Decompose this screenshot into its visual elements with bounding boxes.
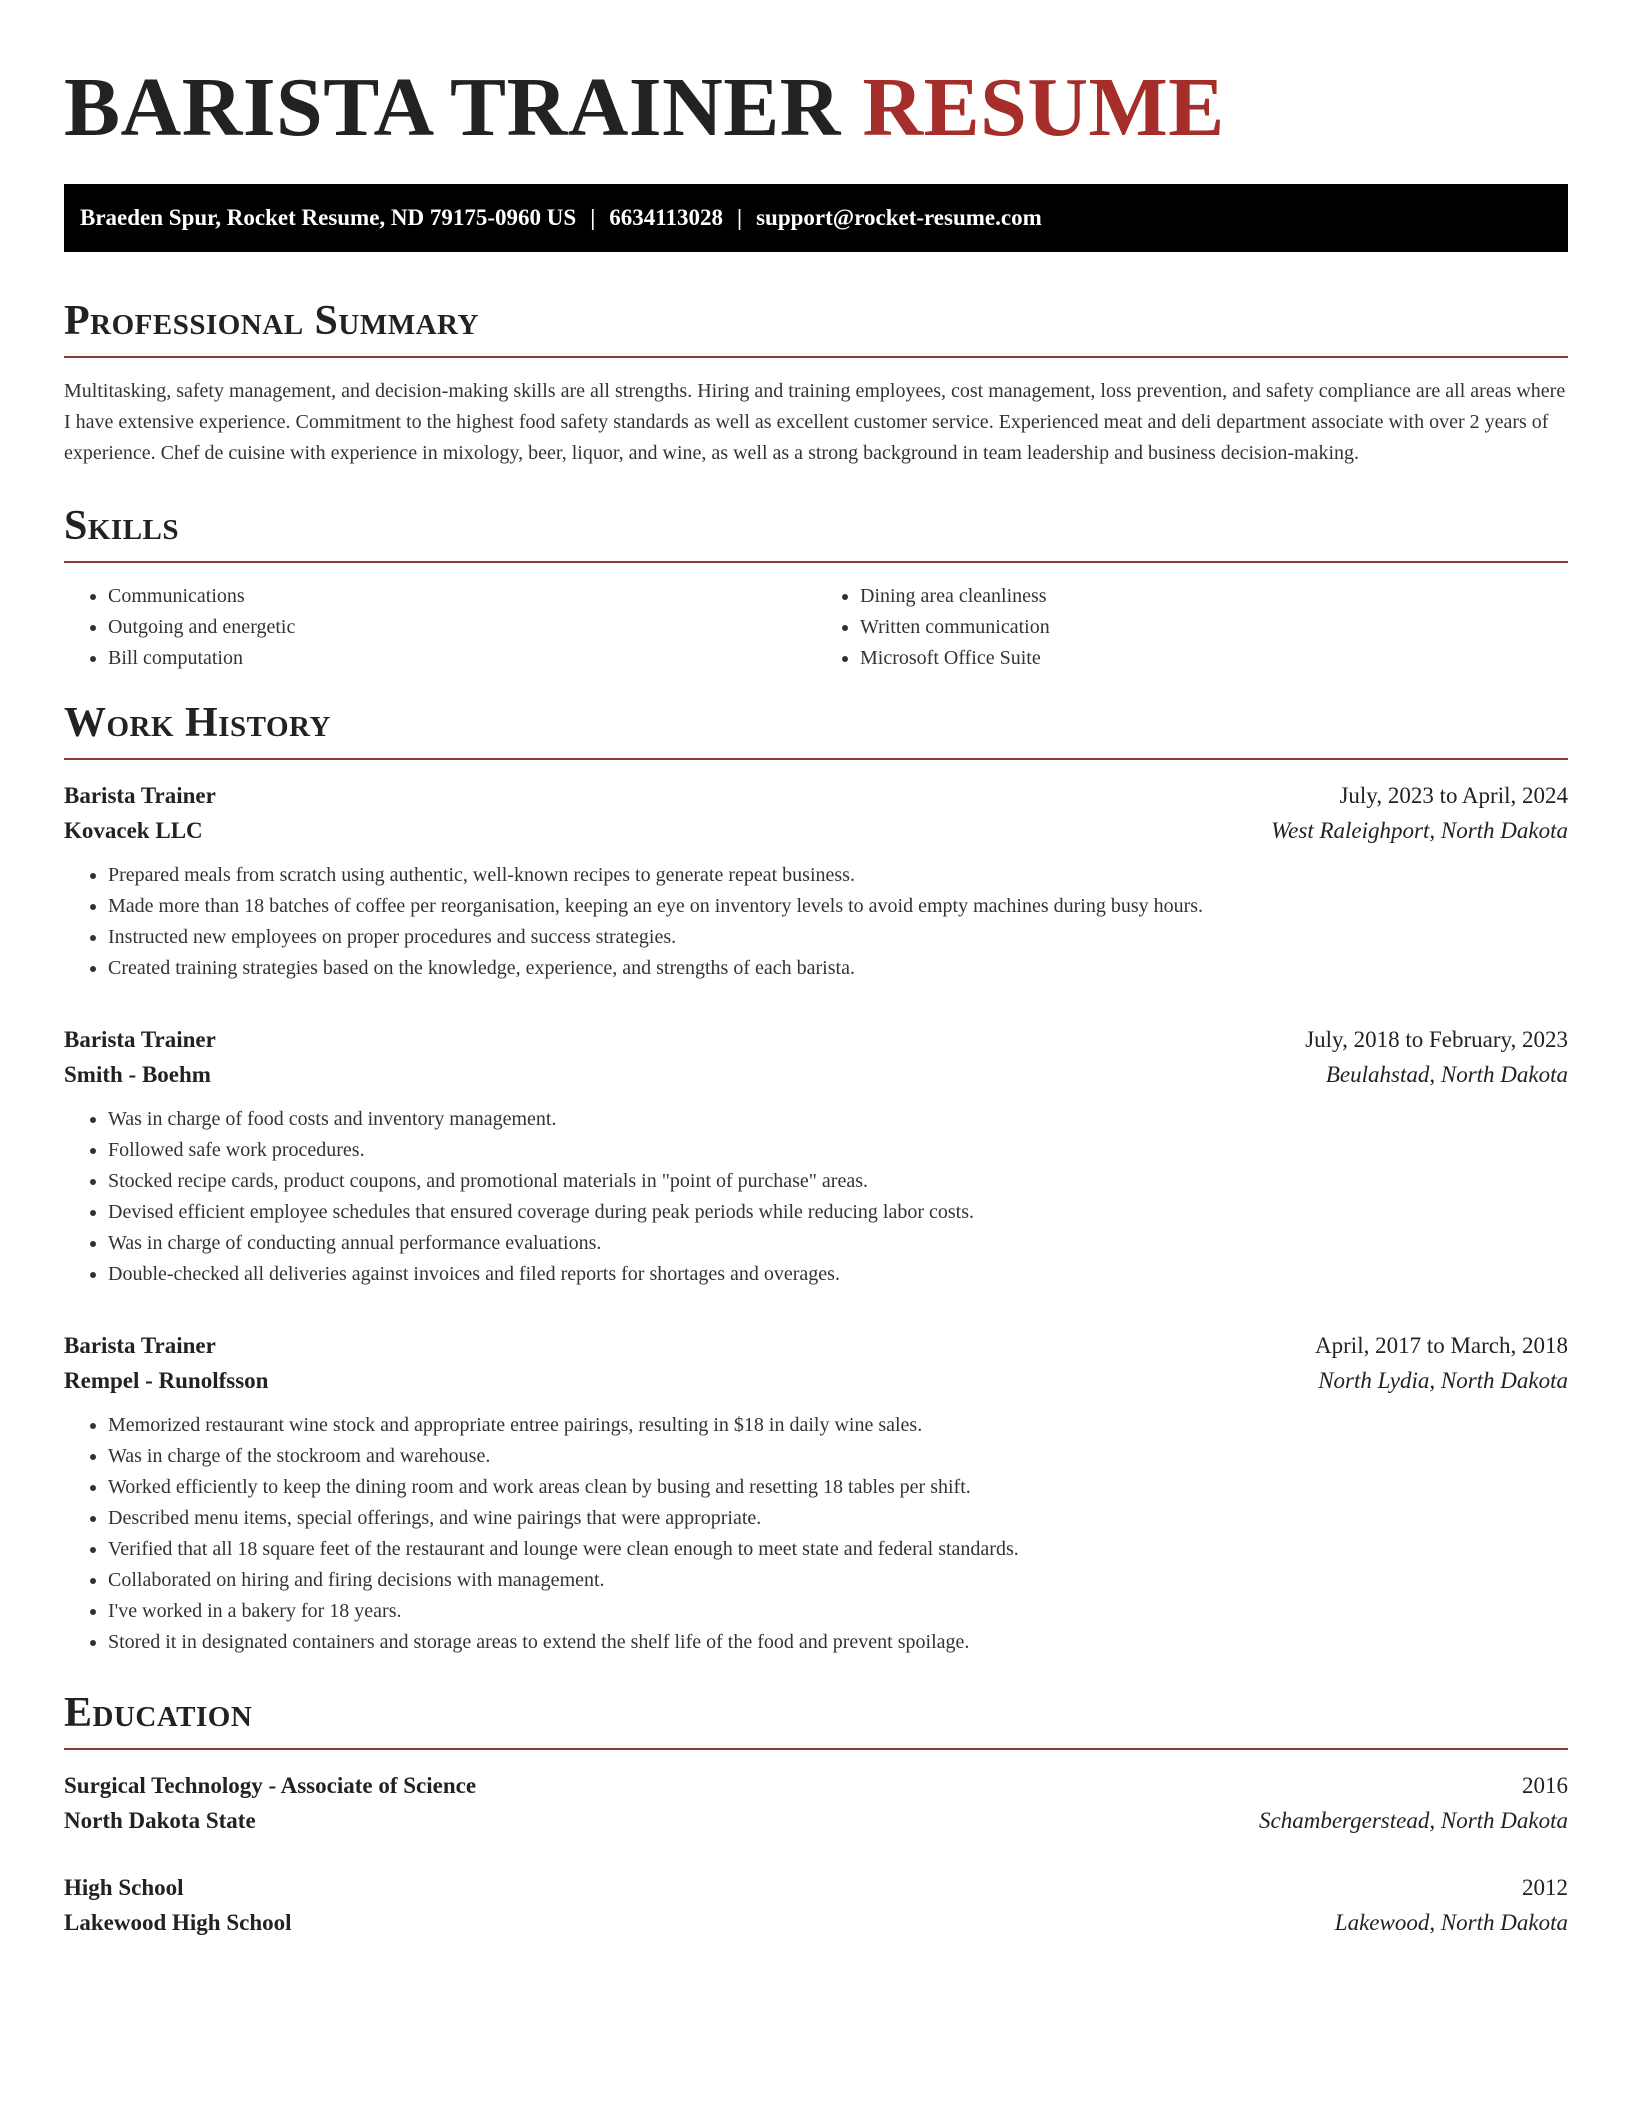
job-title-row: [64, 778, 1568, 813]
resume-title: [64, 61, 1568, 154]
job-title: Barista Trainer: [64, 1027, 216, 1052]
job-bullets: [64, 860, 1568, 984]
education-degree: High School: [64, 1875, 184, 1900]
job-dates: July, 2018 to February, 2023: [1305, 1027, 1568, 1052]
skill-item: • Written communication: [860, 612, 1568, 643]
education-year: 2012: [1522, 1875, 1568, 1900]
education-degree-row: [64, 1768, 1568, 1803]
education-year: 2016: [1522, 1773, 1568, 1798]
section-divider: [64, 758, 1568, 760]
job-company-row: [64, 1363, 1568, 1398]
skill-item: • Microsoft Office Suite: [860, 643, 1568, 674]
job-bullet: • Was in charge of the stockroom and warehouse.: [108, 1441, 1568, 1472]
education-school-row: [64, 1803, 1568, 1838]
job-company: Kovacek LLC: [64, 818, 203, 843]
job-bullet: • I've worked in a bakery for 18 years.: [108, 1596, 1568, 1627]
education-location: Schambergerstead, North Dakota: [1259, 1808, 1568, 1833]
education-degree-row: [64, 1870, 1568, 1905]
job-title: Barista Trainer: [64, 1333, 216, 1358]
job-bullet: • Double-checked all deliveries against invoices and filed reports for shortages and overages.: [108, 1259, 1568, 1290]
job-location: West Raleighport, North Dakota: [1271, 818, 1568, 843]
section-divider: [64, 561, 1568, 563]
job-bullet: • Devised efficient employee schedules that ensured coverage during peak periods while reducing labor costs.: [108, 1197, 1568, 1228]
skill-item: • Communications: [108, 581, 816, 612]
section-heading: Skills: [64, 503, 180, 549]
education-entry: [64, 1768, 1568, 1838]
job-bullet: • Memorized restaurant wine stock and appropriate entree pairings, resulting in $18 in daily wine sales.: [108, 1410, 1568, 1441]
education-school: Lakewood High School: [64, 1910, 292, 1935]
job-bullet: • Prepared meals from scratch using authentic, well-known recipes to generate repeat business.: [108, 860, 1568, 891]
job-entry: [64, 1328, 1568, 1658]
job-bullet: • Described menu items, special offerings, and wine pairings that were appropriate.: [108, 1503, 1568, 1534]
job-bullet: • Followed safe work procedures.: [108, 1135, 1568, 1166]
section-heading: Education: [64, 1690, 253, 1736]
job-location: Beulahstad, North Dakota: [1325, 1062, 1568, 1087]
contact-separator: |: [590, 205, 596, 230]
education-degree: Surgical Technology - Associate of Science: [64, 1773, 477, 1798]
section-heading: Work History: [64, 700, 331, 746]
contact-email: support@rocket-resume.com: [756, 205, 1042, 230]
education-entry: [64, 1870, 1568, 1940]
job-bullet: • Stocked recipe cards, product coupons, and promotional materials in "point of purchase" areas.: [108, 1166, 1568, 1197]
skill-item: • Bill computation: [108, 643, 816, 674]
section-divider: [64, 1748, 1568, 1750]
contact-separator: |: [737, 205, 743, 230]
job-bullet: • Was in charge of food costs and inventory management.: [108, 1104, 1568, 1135]
job-bullet: • Collaborated on hiring and firing decisions with management.: [108, 1565, 1568, 1596]
job-bullet: • Stored it in designated containers and storage areas to extend the shelf life of the food and prevent spoilage.: [108, 1627, 1568, 1658]
skills-list-left: [64, 581, 816, 674]
job-bullet: • Instructed new employees on proper procedures and success strategies.: [108, 922, 1568, 953]
title-accent: RESUME: [862, 61, 1225, 154]
job-dates: April, 2017 to March, 2018: [1315, 1333, 1568, 1358]
education-school-row: [64, 1905, 1568, 1940]
job-title: Barista Trainer: [64, 783, 216, 808]
job-bullet: • Was in charge of conducting annual performance evaluations.: [108, 1228, 1568, 1259]
skill-item: • Outgoing and energetic: [108, 612, 816, 643]
contact-address: Braeden Spur, Rocket Resume, ND 79175-0960 US: [80, 205, 577, 230]
title-main: BARISTA TRAINER: [64, 61, 841, 154]
job-company: Smith - Boehm: [64, 1062, 211, 1087]
skills-list-right: [816, 581, 1568, 674]
job-title-row: [64, 1022, 1568, 1057]
section-divider: [64, 356, 1568, 358]
job-bullet: • Verified that all 18 square feet of the restaurant and lounge were clean enough to meet state and federal standards.: [108, 1534, 1568, 1565]
job-location: North Lydia, North Dakota: [1318, 1368, 1568, 1393]
job-company-row: [64, 813, 1568, 848]
job-title-row: [64, 1328, 1568, 1363]
skills-section: [64, 505, 1568, 674]
job-company-row: [64, 1057, 1568, 1092]
education-school: North Dakota State: [64, 1808, 256, 1833]
summary-text: Multitasking, safety management, and decision-making skills are all strengths. Hiring and training employees, cost management, loss prevention, and safety compliance are all areas where I have extensive experience. Commitment to the highest food safety standards as well as excellent customer service. Experienced meat and deli department associate with over 2 years of experience. Chef de cuisine with experience in mixology, beer, liquor, and wine, as well as a strong background in team leadership and business decision-making.: [64, 380, 1566, 464]
skills-grid: [64, 581, 1568, 674]
job-bullet: • Created training strategies based on the knowledge, experience, and strengths of each barista.: [108, 953, 1568, 984]
professional-summary-section: [64, 300, 1568, 469]
contact-bar: [64, 184, 1568, 252]
skill-item: • Dining area cleanliness: [860, 581, 1568, 612]
section-heading: Professional Summary: [64, 298, 479, 344]
job-bullets: [64, 1104, 1568, 1290]
education-location: Lakewood, North Dakota: [1334, 1910, 1568, 1935]
job-bullet: • Worked efficiently to keep the dining room and work areas clean by busing and resetting 18 tables per shift.: [108, 1472, 1568, 1503]
job-entry: [64, 1022, 1568, 1290]
job-company: Rempel - Runolfsson: [64, 1368, 269, 1393]
job-bullet: • Made more than 18 batches of coffee per reorganisation, keeping an eye on inventory levels to avoid empty machines during busy hours.: [108, 891, 1568, 922]
job-entry: [64, 778, 1568, 984]
job-dates: July, 2023 to April, 2024: [1339, 783, 1568, 808]
contact-phone: 6634113028: [609, 205, 724, 230]
work-history-section: [64, 702, 1568, 1658]
job-bullets: [64, 1410, 1568, 1658]
education-section: [64, 1692, 1568, 1940]
